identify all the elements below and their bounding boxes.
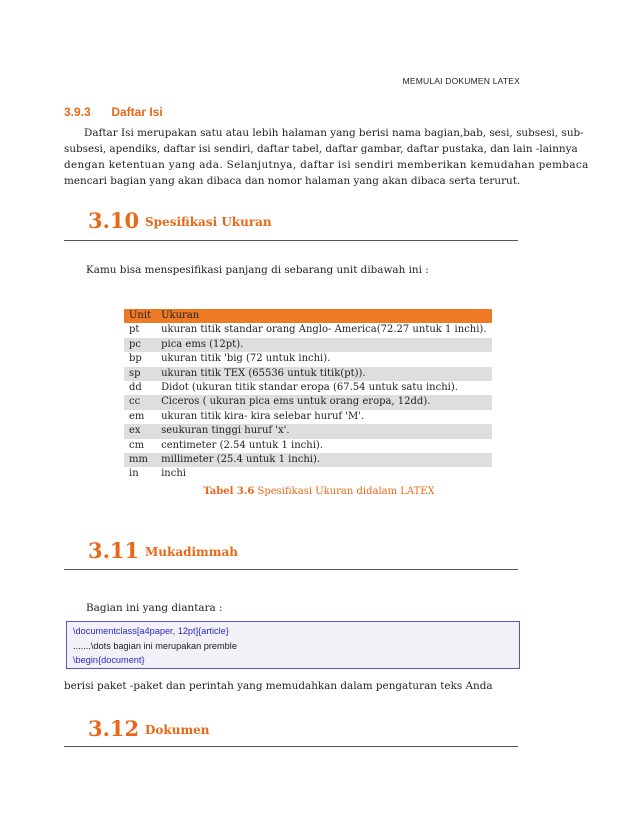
table-header-cell: Unit <box>124 309 156 323</box>
code-argument: {document} <box>98 655 145 665</box>
unit-cell: ex <box>124 424 156 438</box>
code-listing <box>66 621 520 669</box>
table-row <box>124 424 492 438</box>
unit-cell: cc <box>124 395 156 409</box>
unit-cell: sp <box>124 367 156 381</box>
table-row <box>124 381 492 395</box>
section-rule <box>64 746 518 747</box>
section-number: 3.10 <box>88 208 140 233</box>
table-header-row <box>124 309 492 323</box>
section-number: 3.12 <box>88 716 140 741</box>
mukadimmah-after: berisi paket -paket dan perintah yang memudahkan dalam pengaturan teks Anda <box>64 680 493 692</box>
code-line: .......\dots bagian ini merupakan premble <box>73 640 237 651</box>
ukuran-cell: inchi <box>161 468 186 480</box>
paragraph-line: mencari bagian yang akan dibaca dan nomor halaman yang akan dibaca serta terurut. <box>64 175 521 187</box>
subsection-heading <box>64 105 163 119</box>
code-command: \documentclass <box>73 626 137 636</box>
ukuran-cell: millimeter (25.4 untuk 1 inchi). <box>156 453 491 467</box>
unit-cell: pt <box>129 324 140 336</box>
units-table <box>124 309 492 482</box>
unit-cell: pc <box>124 338 156 352</box>
mukadimmah-intro: Bagian ini yang diantara : <box>86 602 223 614</box>
ukuran-cell: seukuran tinggi huruf 'x'. <box>156 424 491 438</box>
code-argument: {article} <box>198 626 229 636</box>
table-row <box>124 467 492 481</box>
section-rule <box>64 240 518 241</box>
table-row <box>124 367 492 381</box>
ukuran-cell: ukuran titik 'big (72 untuk inchi). <box>161 353 331 365</box>
section-title: Dokumen <box>145 723 210 737</box>
table-row <box>124 352 492 366</box>
spesifikasi-intro: Kamu bisa menspesifikasi panjang di sebarang unit dibawah ini : <box>86 264 429 276</box>
ukuran-cell: ukuran titik TEX (65536 untuk titik(pt)). <box>156 367 491 381</box>
code-options: [a4paper, 12pt] <box>136 626 199 636</box>
section-number: 3.11 <box>88 538 140 563</box>
unit-cell: bp <box>129 353 142 365</box>
code-command: \begin <box>73 655 99 665</box>
table-row <box>124 410 492 424</box>
paragraph-line: Daftar Isi merupakan satu atau lebih halaman yang berisi nama bagian,bab, sesi, subsesi, sub- <box>84 127 584 139</box>
ukuran-cell: ukuran titik kira- kira selebar huruf 'M'. <box>161 410 365 422</box>
table-header-cell: Ukuran <box>156 309 491 323</box>
unit-cell: dd <box>129 382 142 394</box>
ukuran-cell: Didot (ukuran titik standar eropa (67.54 untuk satu inchi). <box>161 382 458 394</box>
paragraph-line: subsesi, apendiks, daftar isi sendiri, daftar tabel, daftar gambar, daftar pustaka, dan lain -lainnya <box>64 143 578 155</box>
unit-cell: in <box>129 468 139 480</box>
subsection-title: Daftar Isi <box>111 105 163 119</box>
running-header: MEMULAI DOKUMEN LATEX <box>402 76 520 86</box>
section-rule <box>64 569 518 570</box>
table-row <box>124 323 492 337</box>
ukuran-cell: centimeter (2.54 untuk 1 inchi). <box>161 439 323 451</box>
ukuran-cell: ukuran titik standar orang Anglo- America(72.27 untuk 1 inchi). <box>161 324 487 336</box>
unit-cell: mm <box>124 453 156 467</box>
ukuran-cell: Ciceros ( ukuran pica ems untuk orang eropa, 12dd). <box>156 395 491 409</box>
paragraph-line: dengan ketentuan yang ada. Selanjutnya, daftar isi sendiri memberikan kemudahan pembaca <box>64 159 589 171</box>
caption-label: Tabel 3.6 <box>203 486 255 497</box>
unit-cell: cm <box>129 439 145 451</box>
code-line <box>73 653 513 668</box>
table-row <box>124 439 492 453</box>
table-row <box>124 453 492 467</box>
table-row <box>124 338 492 352</box>
caption-text: Spesifikasi Ukuran didalam LATEX <box>257 486 435 497</box>
table-caption <box>0 486 638 497</box>
ukuran-cell: pica ems (12pt). <box>156 338 491 352</box>
unit-cell: em <box>129 410 145 422</box>
section-title: Mukadimmah <box>145 545 238 559</box>
table-row <box>124 395 492 409</box>
section-title: Spesifikasi Ukuran <box>145 215 272 229</box>
subsection-number: 3.9.3 <box>64 105 91 119</box>
code-line <box>73 624 513 639</box>
